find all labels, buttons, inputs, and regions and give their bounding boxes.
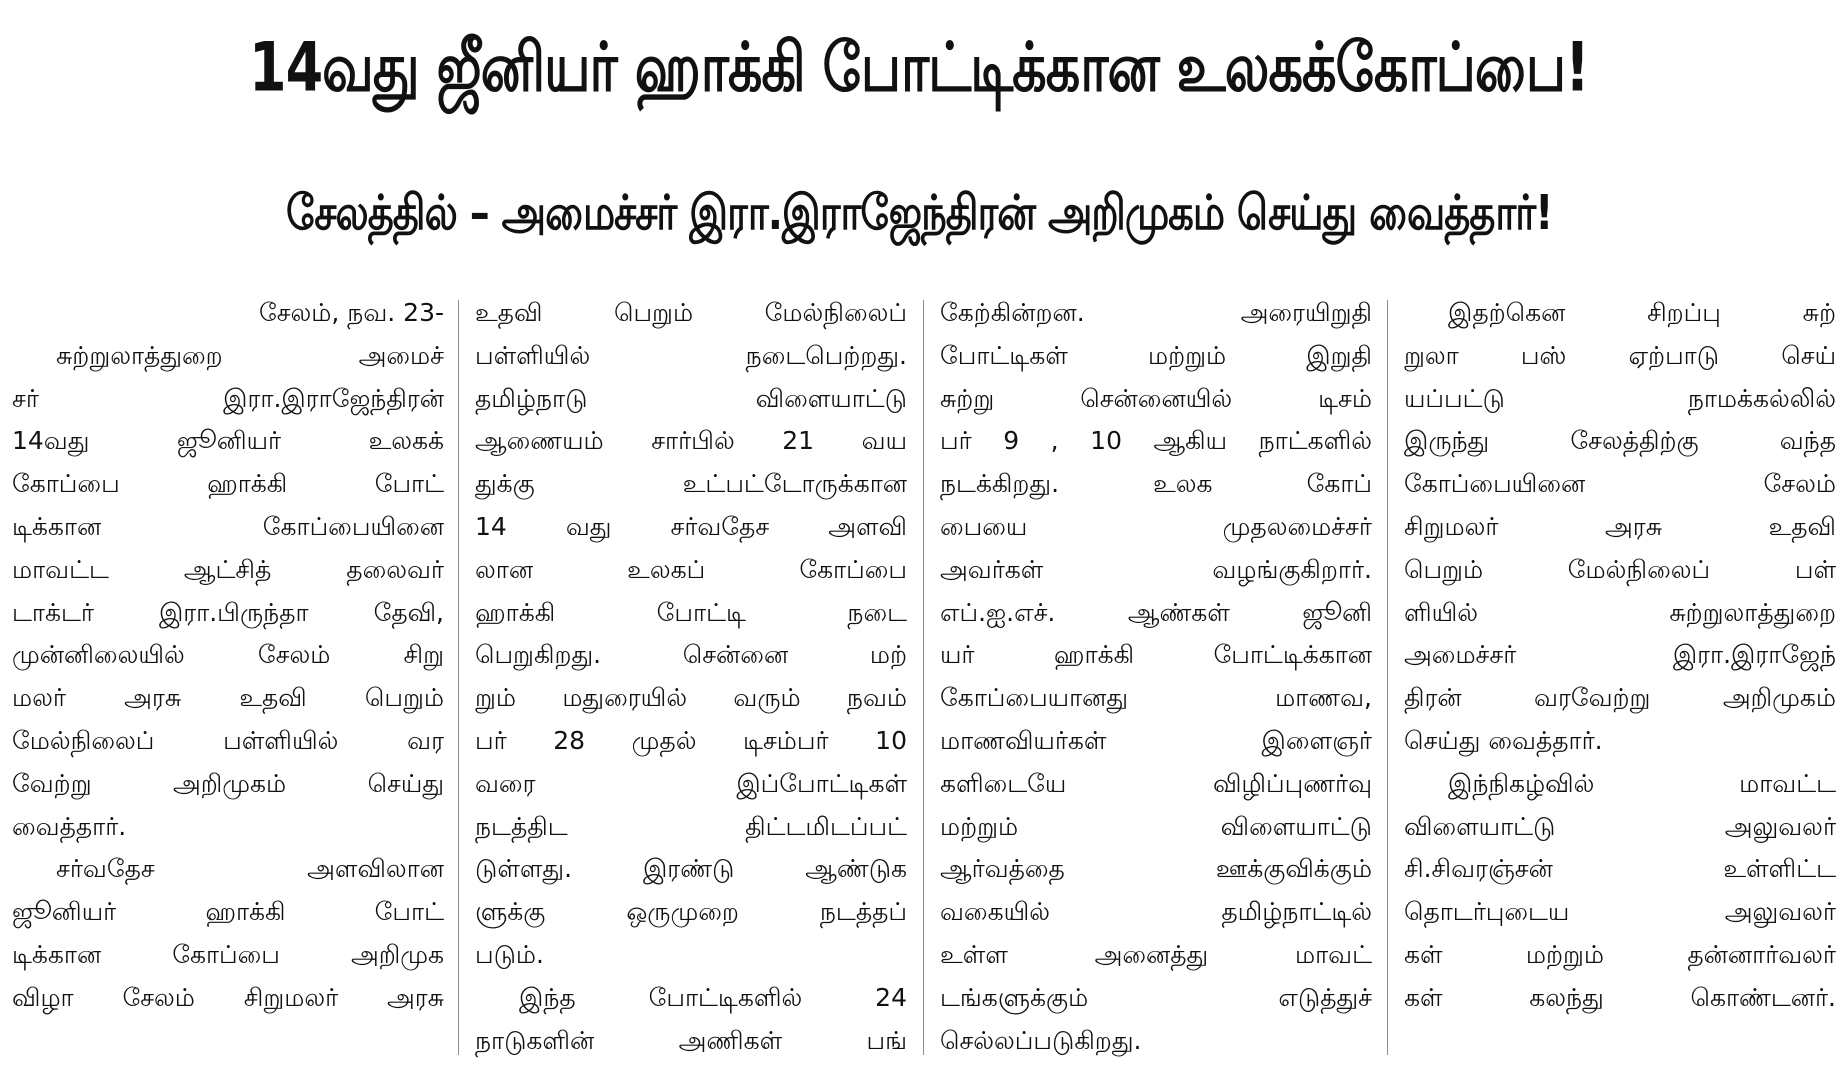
text-line: நடக்கிறது. உலக கோப் [940,469,1372,499]
text-line: மற்றும் விளையாட்டு [940,811,1372,841]
subheadline: சேலத்தில் – அமைச்சர் இரா.இராஜேந்திரன் அறிமுகம் செய்து வைத்தார்! [286,185,1553,241]
text-line: வரை இப்போட்டிகள் [475,768,907,798]
text-line: முன்னிலையில் சேலம் சிறு [12,640,444,670]
text-line: டிக்கான கோப்பை அறிமுக [12,939,444,969]
text-line: அமைச்சர் இரா.இராஜேந் [1404,640,1836,670]
text-line: டாக்டர் இரா.பிருந்தா தேவி, [12,597,444,627]
text-line: மாணவியர்கள் இளைஞர் [940,725,1372,755]
text-line: இந்நிகழ்வில் மாவட்ட [1448,768,1836,798]
text-line: இதற்கென சிறப்பு சுற் [1448,298,1836,327]
text-line: விழா சேலம் சிறுமலர் அரசு [12,982,444,1012]
text-line: யர் ஹாக்கி போட்டிக்கான [940,640,1372,670]
article-column-4 [1404,292,1836,1020]
text-line: வகையில் தமிழ்நாட்டில் [940,897,1372,927]
text-line: சர்வதேச அளவிலான [56,854,444,884]
article-column-2 [475,292,907,1062]
text-line: பர் 28 முதல் டிசம்பர் 10 [475,725,907,755]
text-line: செல்லப்படுகிறது. [940,1025,1142,1055]
text-line: செய்து வைத்தார். [1404,725,1603,755]
text-line: படும். [475,939,544,969]
text-line: ஆணையம் சார்பில் 21 வய [475,426,907,456]
text-line: பள்ளியில் நடைபெற்றது. [475,340,907,370]
text-line: சுற்று சென்னையில் டிசம் [940,383,1372,413]
text-line: பர் 9 , 10 ஆகிய நாட்களில் [940,426,1372,456]
text-line: டுள்ளது. இரண்டு ஆண்டுக [475,854,907,884]
text-line: எப்.ஐ.எச். ஆண்கள் ஜூனி [940,597,1372,627]
text-line: றுலா பஸ் ஏற்பாடு செய் [1404,340,1836,370]
text-line: வேற்று அறிமுகம் செய்து [12,768,444,798]
text-line: இந்த போட்டிகளில் 24 [519,982,907,1012]
text-line: யப்பட்டு நாமக்கல்லில் [1404,383,1836,413]
text-line: ஜூனியர் ஹாக்கி போட் [12,897,444,927]
text-line: மலர் அரசு உதவி பெறும் [12,683,444,713]
text-line: ளியில் சுற்றுலாத்துறை [1404,597,1836,627]
article-column-1 [12,292,444,1020]
dateline: சேலம், நவ. 23- [258,298,444,327]
text-line: கோப்பையினை சேலம் [1404,469,1836,499]
headline: 14வது ஜீனியர் ஹாக்கி போட்டிக்கான உலகக்கோப்பை! [249,28,1589,107]
text-line: இருந்து சேலத்திற்கு வந்த [1404,426,1836,456]
text-line: நாடுகளின் அணிகள் பங் [475,1025,907,1055]
text-line: சி.சிவரஞ்சன் உள்ளிட்ட [1404,854,1836,884]
text-line: நடத்திட திட்டமிடப்பட் [475,811,907,841]
text-line: களிடையே விழிப்புணர்வு [940,768,1372,798]
text-line: சர் இரா.இராஜேந்திரன் [12,383,444,413]
text-line: ளுக்கு ஒருமுறை நடத்தப் [475,897,907,927]
text-line: கள் மற்றும் தன்னார்வலர் [1404,939,1836,969]
text-line: பெறுகிறது. சென்னை மற் [475,640,907,670]
text-line: அவர்கள் வழங்குகிறார். [940,554,1372,584]
text-line: விளையாட்டு அலுவலர் [1404,811,1836,841]
text-line: கேற்கின்றன. அரையிறுதி [940,298,1372,327]
text-line: 14 வது சர்வதேச அளவி [475,511,907,541]
text-line: துக்கு உட்பட்டோருக்கான [475,469,907,499]
text-line: பெறும் மேல்நிலைப் பள் [1404,554,1836,584]
text-line: ஹாக்கி போட்டி நடை [475,597,907,627]
text-line: ஆர்வத்தை ஊக்குவிக்கும் [940,854,1372,884]
article-column-3 [940,292,1372,1062]
text-line: மேல்நிலைப் பள்ளியில் வர [12,725,444,755]
text-line: திரன் வரவேற்று அறிமுகம் [1404,683,1836,713]
text-line: தமிழ்நாடு விளையாட்டு [475,383,907,413]
text-line: சிறுமலர் அரசு உதவி [1404,511,1836,541]
text-line: கோப்பை ஹாக்கி போட் [12,469,444,499]
text-line: 14வது ஜூனியர் உலகக் [12,426,444,456]
text-line: சுற்றுலாத்துறை அமைச் [56,340,444,370]
text-line: டங்களுக்கும் எடுத்துச் [940,982,1372,1012]
text-line: லான உலகப் கோப்பை [475,554,907,584]
text-line: உதவி பெறும் மேல்நிலைப் [475,298,907,327]
article-body [0,292,1838,1062]
text-line: வைத்தார். [12,811,127,841]
text-line: கள் கலந்து கொண்டனர். [1404,982,1836,1012]
text-line: உள்ள அனைத்து மாவட் [940,939,1372,969]
text-line: தொடர்புடைய அலுவலர் [1404,897,1836,927]
text-line: போட்டிகள் மற்றும் இறுதி [940,340,1372,370]
text-line: மாவட்ட ஆட்சித் தலைவர் [12,554,444,584]
text-line: கோப்பையானது மாணவ, [940,683,1372,713]
text-line: டிக்கான கோப்பையினை [12,511,444,541]
text-line: பையை முதலமைச்சர் [940,511,1372,541]
text-line: றும் மதுரையில் வரும் நவம் [475,683,907,713]
